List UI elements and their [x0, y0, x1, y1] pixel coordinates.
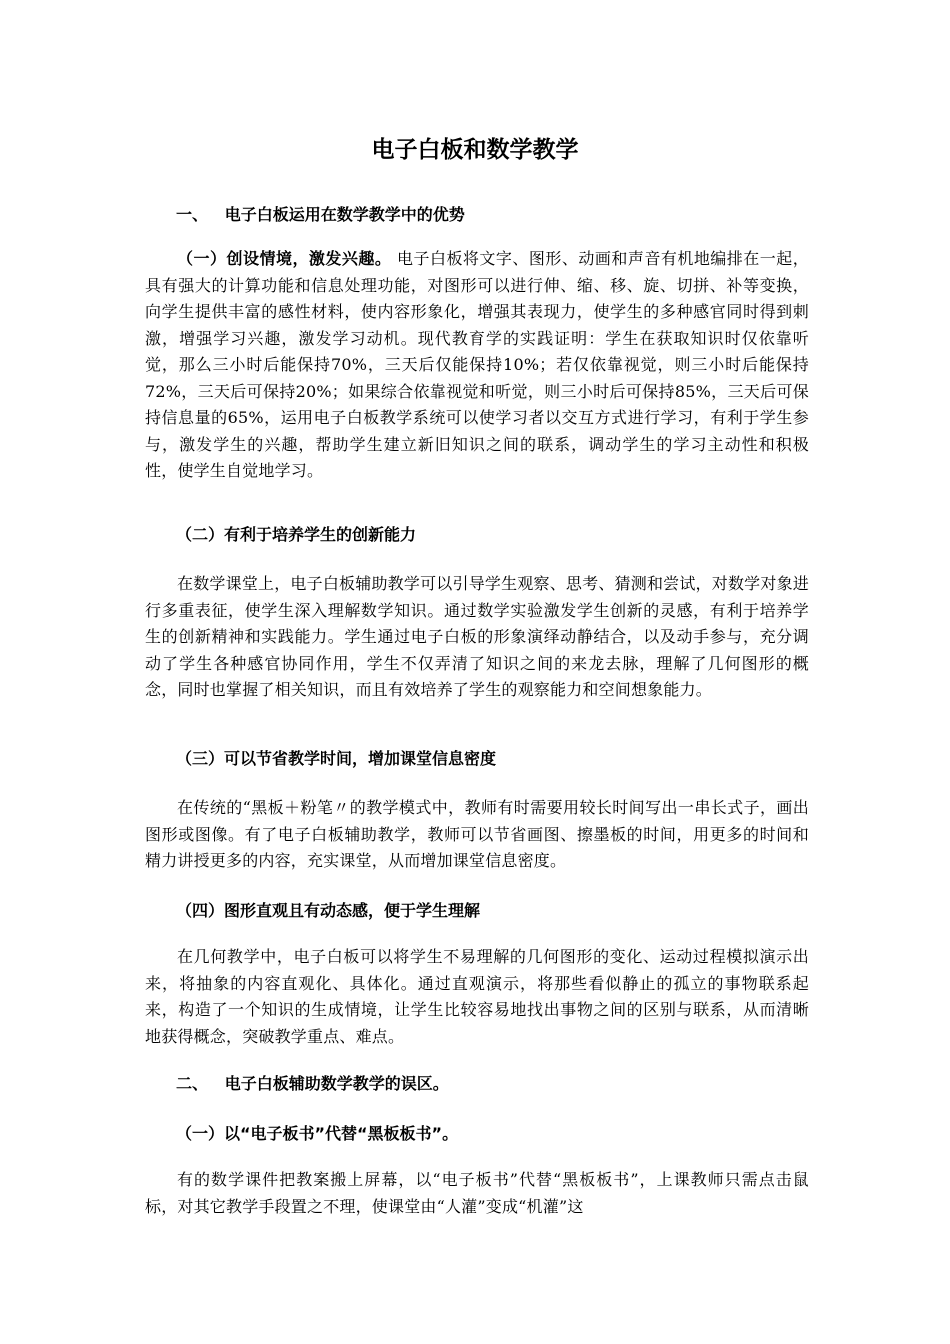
subheading-2-1: （一）以“电子板书”代替“黑板板书”。	[176, 1124, 459, 1143]
subheading-1-2: （二）有利于培养学生的创新能力	[176, 525, 417, 544]
document-title: 电子白板和数学教学	[371, 137, 579, 163]
paragraph-4: 在几何教学中，电子白板可以将学生不易理解的几何图形的变化、运动过程模拟演示出来，将抽象的内容直观化、具体化。通过直观演示，将那些看似静止的孤立的事物联系起来，构造了一个知识的生成情境，让学生比较容易地找出事物之间的区别与联系，从而清晰地获得概念，突破教学重点、难点。	[145, 947, 809, 1046]
paragraph-1-body: 电子白板将文字、图形、动画和声音有机地编排在一起，具有强大的计算功能和信息处理功能，对图形可以进行伸、缩、移、旋、切拼、补等变换，向学生提供丰富的感性材料，使内容形象化，增强其表现力，使学生的多种感官同时得到刺激，增强学习兴趣，激发学习动机。现代教育学的实践证明：学生在获取知识时仅依靠听觉，那么三小时后能保持70%，三天后仅能保持10%；若仅依靠视觉，则三小时后能保持72%，三天后可保持20%；如果综合依靠视觉和听觉，则三小时后可保持85%，三天后可保持信息量的65%，运用电子白板教学系统可以使学习者以交互方式进行学习，有利于学生参与，激发学生的兴趣，帮助学生建立新旧知识之间的联系，调动学生的学习主动性和积极性，使学生自觉地学习。	[145, 249, 809, 480]
paragraph-1	[145, 246, 809, 485]
paragraph-1-lead: （一）创设情境，激发兴趣。	[177, 249, 392, 268]
section-heading-2: 二、 电子白板辅助数学教学的误区。	[176, 1074, 449, 1093]
subheading-1-4: （四）图形直观且有动态感，便于学生理解	[176, 901, 481, 920]
section-heading-1: 一、 电子白板运用在数学教学中的优势	[176, 205, 465, 224]
subheading-1-3: （三）可以节省教学时间，增加课堂信息密度	[176, 749, 497, 768]
paragraph-3: 在传统的“黑板＋粉笔〃的教学模式中，教师有时需要用较长时间写出一串长式子，画出图形或图像。有了电子白板辅助教学，教师可以节省画图、擦墨板的时间，用更多的时间和精力讲授更多的内容，充实课堂，从而增加课堂信息密度。	[145, 798, 809, 870]
paragraph-2: 在数学课堂上，电子白板辅助教学可以引导学生观察、思考、猜测和尝试，对数学对象进行多重表征，使学生深入理解数学知识。通过数学实验激发学生创新的灵感，有利于培养学生的创新精神和实践能力。学生通过电子白板的形象演绎动静结合，以及动手参与，充分调动了学生各种感官协同作用，学生不仅弄清了知识之间的来龙去脉，理解了几何图形的概念，同时也掌握了相关知识，而且有效培养了学生的观察能力和空间想象能力。	[145, 574, 809, 699]
paragraph-5: 有的数学课件把教案搬上屏幕，以“电子板书”代替“黑板板书”，上课教师只需点击鼠标，对其它教学手段置之不理，使课堂由“人灌”变成“机灌”这	[145, 1170, 809, 1216]
